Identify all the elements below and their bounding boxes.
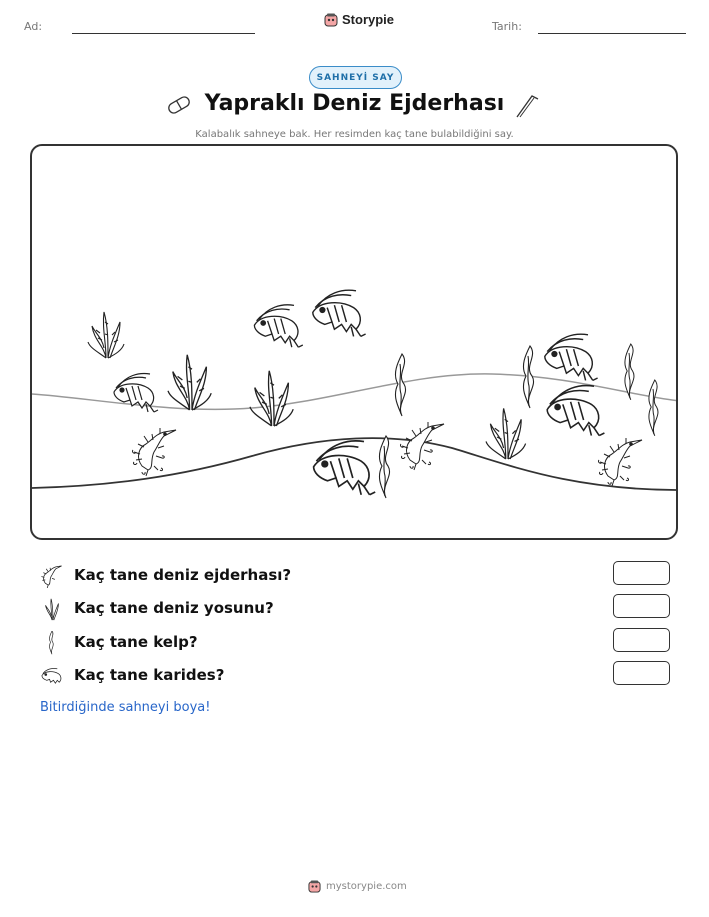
name-label: Ad: (24, 20, 43, 33)
kelp (395, 354, 405, 416)
shrimp-icon (40, 664, 64, 688)
kelp (649, 380, 658, 436)
question-text: Kaç tane deniz ejderhası? (74, 566, 292, 584)
question-text: Kaç tane deniz yosunu? (74, 599, 274, 617)
question-kelp (40, 631, 670, 657)
shrimp (254, 305, 302, 347)
mascot-icon (308, 880, 321, 893)
kelp (523, 346, 533, 408)
brand-logo (324, 12, 394, 27)
sea-dragon-icon (40, 564, 64, 588)
sea-dragon (598, 438, 642, 486)
kelp (379, 436, 389, 498)
seaweed (168, 355, 211, 410)
shrimp (545, 334, 598, 380)
finish-note: Bitirdiğinde sahneyi boya! (40, 700, 211, 715)
sea-dragon (400, 422, 444, 470)
instructions: Kalabalık sahneye bak. Her resimden kaç tane bulabildiğini say. (195, 129, 514, 140)
date-label: Tarih: (492, 20, 522, 33)
shrimp (313, 290, 366, 336)
question-text: Kaç tane kelp? (74, 633, 198, 651)
counting-scene (30, 144, 678, 540)
seaweed (486, 408, 526, 459)
seaweed (250, 371, 293, 426)
question-text: Kaç tane karides? (74, 666, 225, 684)
answer-box[interactable] (613, 594, 670, 618)
kelp-icon (40, 631, 64, 655)
question-seaweed (40, 597, 670, 623)
answer-box[interactable] (613, 628, 670, 652)
seaweed (88, 312, 124, 358)
answer-box[interactable] (613, 561, 670, 585)
sea-dragon (132, 428, 176, 476)
brand-name: Storypie (342, 12, 395, 27)
straw-icon (512, 90, 542, 120)
shrimp (314, 441, 376, 495)
seaweed-icon (40, 597, 64, 621)
shrimp (547, 386, 604, 436)
mascot-icon (324, 13, 338, 27)
question-shrimp (40, 664, 670, 690)
activity-badge: SAHNEYİ SAY (309, 66, 402, 89)
date-line[interactable] (538, 33, 686, 34)
footer (308, 880, 407, 893)
name-line[interactable] (72, 33, 255, 34)
question-sea-dragon (40, 564, 670, 590)
answer-box[interactable] (613, 661, 670, 685)
footer-url: mystorypie.com (326, 881, 407, 892)
page-title: Yapraklı Deniz Ejderhası (204, 91, 505, 116)
